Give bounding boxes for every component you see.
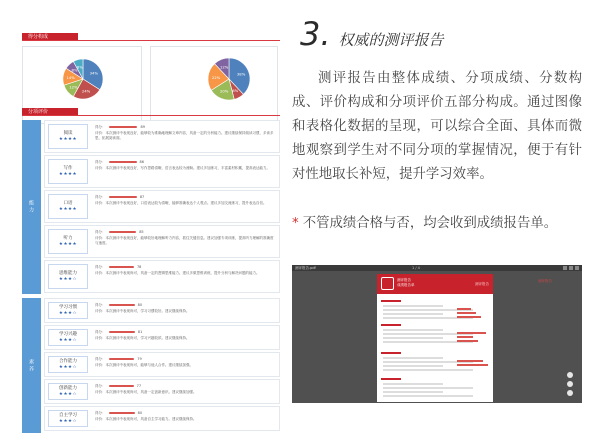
item-box	[48, 383, 88, 400]
item-box	[48, 264, 88, 289]
document-score-bar	[457, 308, 471, 310]
pie-slice-label: 24%	[81, 88, 91, 94]
document-score-bar	[457, 364, 488, 366]
viewer-page-counter: 1 / 4	[412, 266, 420, 270]
item-box	[48, 329, 88, 346]
document-title-line2: 成绩报告单	[397, 282, 415, 287]
score-bar	[109, 231, 136, 233]
score-value: 85	[139, 230, 144, 234]
score-value: 86	[139, 160, 144, 164]
item-box	[48, 410, 88, 427]
logo-icon	[381, 277, 394, 290]
evaluation-text: 评价：本次测评中表现尚可，学习习惯较好。建议继续保持。	[95, 309, 190, 313]
score-bar	[109, 161, 137, 163]
document-banner	[377, 274, 493, 294]
item-name: 听力	[63, 235, 73, 241]
score-value: 77	[136, 384, 142, 388]
document-text-line	[383, 369, 473, 371]
score-row	[44, 225, 280, 258]
score-label: 得分：	[95, 194, 106, 199]
score-label: 得分：	[95, 329, 106, 334]
star-rating-icon: ★★★☆	[58, 391, 78, 397]
score-line	[95, 124, 275, 130]
row-detail	[95, 264, 275, 289]
pie-slice-label: 12%	[219, 64, 229, 70]
section-rule	[22, 115, 280, 116]
score-line	[95, 159, 275, 165]
evaluation-text: 评价：本次测评中表现尚可，具备一定创新意识。建议继续加强。	[95, 390, 197, 394]
star-rating-icon: ★★★★	[58, 241, 78, 247]
score-row	[44, 406, 280, 431]
row-detail	[95, 302, 275, 319]
score-label: 得分：	[95, 159, 106, 164]
pie-slice-label: 8%	[71, 67, 78, 73]
evaluation-text: 评价：本次测评中表现良好，口语表达较为清晰，能够准确表达个人观点。建议多加交流练习，提升表达自信。	[95, 201, 267, 205]
score-composition-header: 得分构成	[22, 33, 78, 41]
score-label: 得分：	[95, 356, 106, 361]
document-score-bar	[457, 360, 483, 362]
score-row	[44, 190, 280, 223]
document-score-bar	[457, 316, 481, 318]
score-value: 78	[136, 265, 142, 269]
score-row	[44, 298, 280, 323]
document-text-line	[383, 357, 443, 359]
document-score-bar	[457, 332, 486, 334]
zoom-out-icon[interactable]	[567, 381, 573, 387]
score-line	[95, 383, 275, 389]
score-line	[95, 356, 275, 362]
document-text-line	[383, 337, 443, 339]
score-line	[95, 264, 275, 270]
evaluation-text: 评价：本次测评中表现尚可，学习兴趣较浓。建议继续保持。	[95, 336, 190, 340]
document-text-line	[383, 391, 443, 393]
pie-slice-label: 12%	[69, 84, 78, 90]
item-box	[48, 356, 88, 373]
heading-number: 3	[300, 15, 321, 53]
document-text-line	[383, 383, 443, 385]
maximize-icon[interactable]	[569, 266, 573, 270]
row-detail	[95, 410, 275, 427]
score-row	[44, 325, 280, 350]
close-icon[interactable]	[575, 266, 579, 270]
score-line	[95, 302, 275, 308]
score-row	[44, 260, 280, 293]
pie-slice-label: 8%	[76, 64, 83, 70]
evaluation-text: 评价：本次测评中表现良好，能够较好地理解听力内容，抓住关键信息。建议加强专项训练，提高听力理解的准确度与速度。	[95, 236, 274, 245]
item-name: 学习习惯	[59, 304, 77, 310]
row-detail	[95, 124, 275, 149]
score-label: 得分：	[95, 229, 106, 234]
note-text	[292, 212, 582, 236]
pie-slice-label: 22%	[211, 74, 221, 80]
pie-slice-label: 14%	[66, 74, 75, 80]
document-text-line	[383, 365, 443, 367]
pie-slice-label: 20%	[219, 88, 229, 94]
section-heading	[300, 15, 444, 55]
evaluation-text: 评价：本次测评中表现尚可，具备自主学习能力。建议继续保持。	[95, 417, 197, 421]
item-box	[48, 124, 88, 149]
score-line	[95, 194, 275, 200]
score-bar	[109, 304, 135, 306]
category-label-a: 能力	[22, 120, 41, 294]
pdf-viewer-screenshot	[292, 265, 582, 403]
pie-slice-label: 34%	[89, 70, 99, 76]
document-text-line	[383, 387, 473, 389]
evaluation-text: 评价：本次测评中表现尚可，能够与他人合作。建议继续加强。	[95, 363, 193, 367]
item-box	[48, 302, 88, 319]
document-score-bar	[457, 340, 478, 342]
pie-slice-label: 38%	[236, 71, 246, 77]
viewer-red-note: 测评报告	[538, 279, 552, 283]
item-name: 创新能力	[59, 385, 77, 391]
score-row	[44, 379, 280, 404]
evaluation-text: 评价：本次测评中表现良好，能够较为准确地理解文章内容，具备一定的分析能力。建议继续保持阅读习惯，多读多思，拓展阅读面。	[95, 131, 274, 140]
row-detail	[95, 159, 275, 184]
asterisk-icon: *	[292, 216, 299, 231]
document-section-marker	[381, 300, 401, 302]
star-rating-icon: ★★★☆	[58, 337, 78, 343]
star-rating-icon: ★★★☆	[58, 364, 78, 370]
score-value: 79	[137, 357, 142, 361]
section-rule	[22, 40, 280, 41]
row-detail	[95, 329, 275, 346]
document-text-line	[383, 313, 443, 315]
pie-panel-right	[150, 46, 278, 124]
viewer-file-title: 测评报告.pdf	[295, 266, 316, 270]
score-value: 80	[137, 303, 143, 307]
score-row	[44, 352, 280, 377]
score-label: 得分：	[95, 410, 106, 415]
item-name: 学习兴趣	[59, 331, 77, 337]
row-detail	[95, 356, 275, 373]
row-detail	[95, 383, 275, 400]
item-eval-header: 分项评价	[22, 108, 78, 116]
score-bar	[109, 126, 137, 128]
item-name: 自主学习	[59, 412, 77, 418]
item-box	[48, 229, 88, 254]
viewer-window-controls	[563, 266, 579, 270]
row-detail	[95, 194, 275, 219]
score-row	[44, 155, 280, 188]
pie-chart-right	[151, 47, 279, 125]
score-value: 80	[137, 411, 143, 415]
evaluation-text: 评价：本次测评中表现尚可，具备一定的逻辑思维能力。建议多做思维训练，提升分析与解决问题的能力。	[95, 271, 260, 275]
fit-page-icon[interactable]	[567, 390, 573, 396]
score-value: 89	[140, 125, 145, 129]
score-label: 得分：	[95, 124, 106, 129]
document-section-marker	[381, 352, 401, 354]
item-box	[48, 194, 88, 219]
score-label: 得分：	[95, 383, 106, 388]
star-rating-icon: ★★★☆	[58, 276, 78, 282]
document-text-line	[383, 395, 473, 397]
document-score-bar	[457, 312, 476, 314]
document-text-line	[383, 305, 443, 307]
score-bar	[109, 266, 134, 268]
document-score-bar	[457, 336, 473, 338]
item-name: 写作	[63, 165, 73, 171]
score-row	[44, 120, 280, 153]
star-rating-icon: ★★★★	[58, 171, 78, 177]
category-label-b: 素养	[22, 298, 41, 433]
score-bar	[109, 385, 134, 387]
zoom-in-icon[interactable]	[567, 372, 573, 378]
score-line	[95, 410, 275, 416]
score-value: 81	[137, 330, 143, 334]
document-section-marker	[381, 378, 401, 380]
item-name: 合作能力	[59, 358, 77, 364]
heading-dot: .	[320, 15, 331, 53]
item-name: 阅读	[63, 130, 73, 136]
pie-slice-label: 8%	[232, 87, 239, 93]
score-bar	[109, 412, 135, 414]
item-box	[48, 159, 88, 184]
document-section-marker	[381, 324, 401, 326]
score-value: 87	[139, 195, 145, 199]
score-label: 得分：	[95, 302, 106, 307]
score-label: 得分：	[95, 264, 106, 269]
score-bar	[109, 331, 135, 333]
document-page	[377, 274, 493, 402]
description-paragraph: 测评报告由整体成绩、分项成绩、分数构成、评价构成和分项评价五部分构成。通过图像和表格化数据的呈现，可以综合全面、具体而微地观察到学生对不同分项的掌握情况，便于有针对性地取长补短，提升学习效率。	[292, 71, 582, 182]
document-tag: 测评报告	[475, 282, 489, 286]
score-line	[95, 229, 275, 235]
heading-title: 权威的测评报告	[338, 31, 444, 49]
item-name: 口语	[63, 200, 73, 206]
star-rating-icon: ★★★☆	[58, 418, 78, 424]
score-bar	[109, 358, 134, 360]
star-rating-icon: ★★★★	[58, 136, 78, 142]
star-rating-icon: ★★★☆	[58, 310, 78, 316]
document-title-line1: 测评报告	[397, 278, 411, 282]
note-body: 不管成绩合格与否，均会收到成绩报告单。	[302, 216, 558, 231]
item-name: 思维能力	[59, 270, 77, 276]
score-line	[95, 329, 275, 335]
viewer-toolbar	[292, 265, 582, 271]
minimize-icon[interactable]	[563, 266, 567, 270]
report-thumbnail	[22, 28, 280, 433]
evaluation-text: 评价：本次测评中表现良好，写作思路清晰，语言表达较为流畅。建议多加练习，丰富素材积累，提高表达能力。	[95, 166, 270, 170]
star-rating-icon: ★★★★	[58, 206, 78, 212]
document-title	[397, 278, 447, 287]
row-detail	[95, 229, 275, 254]
document-text-line	[383, 329, 443, 331]
score-bar	[109, 196, 137, 198]
